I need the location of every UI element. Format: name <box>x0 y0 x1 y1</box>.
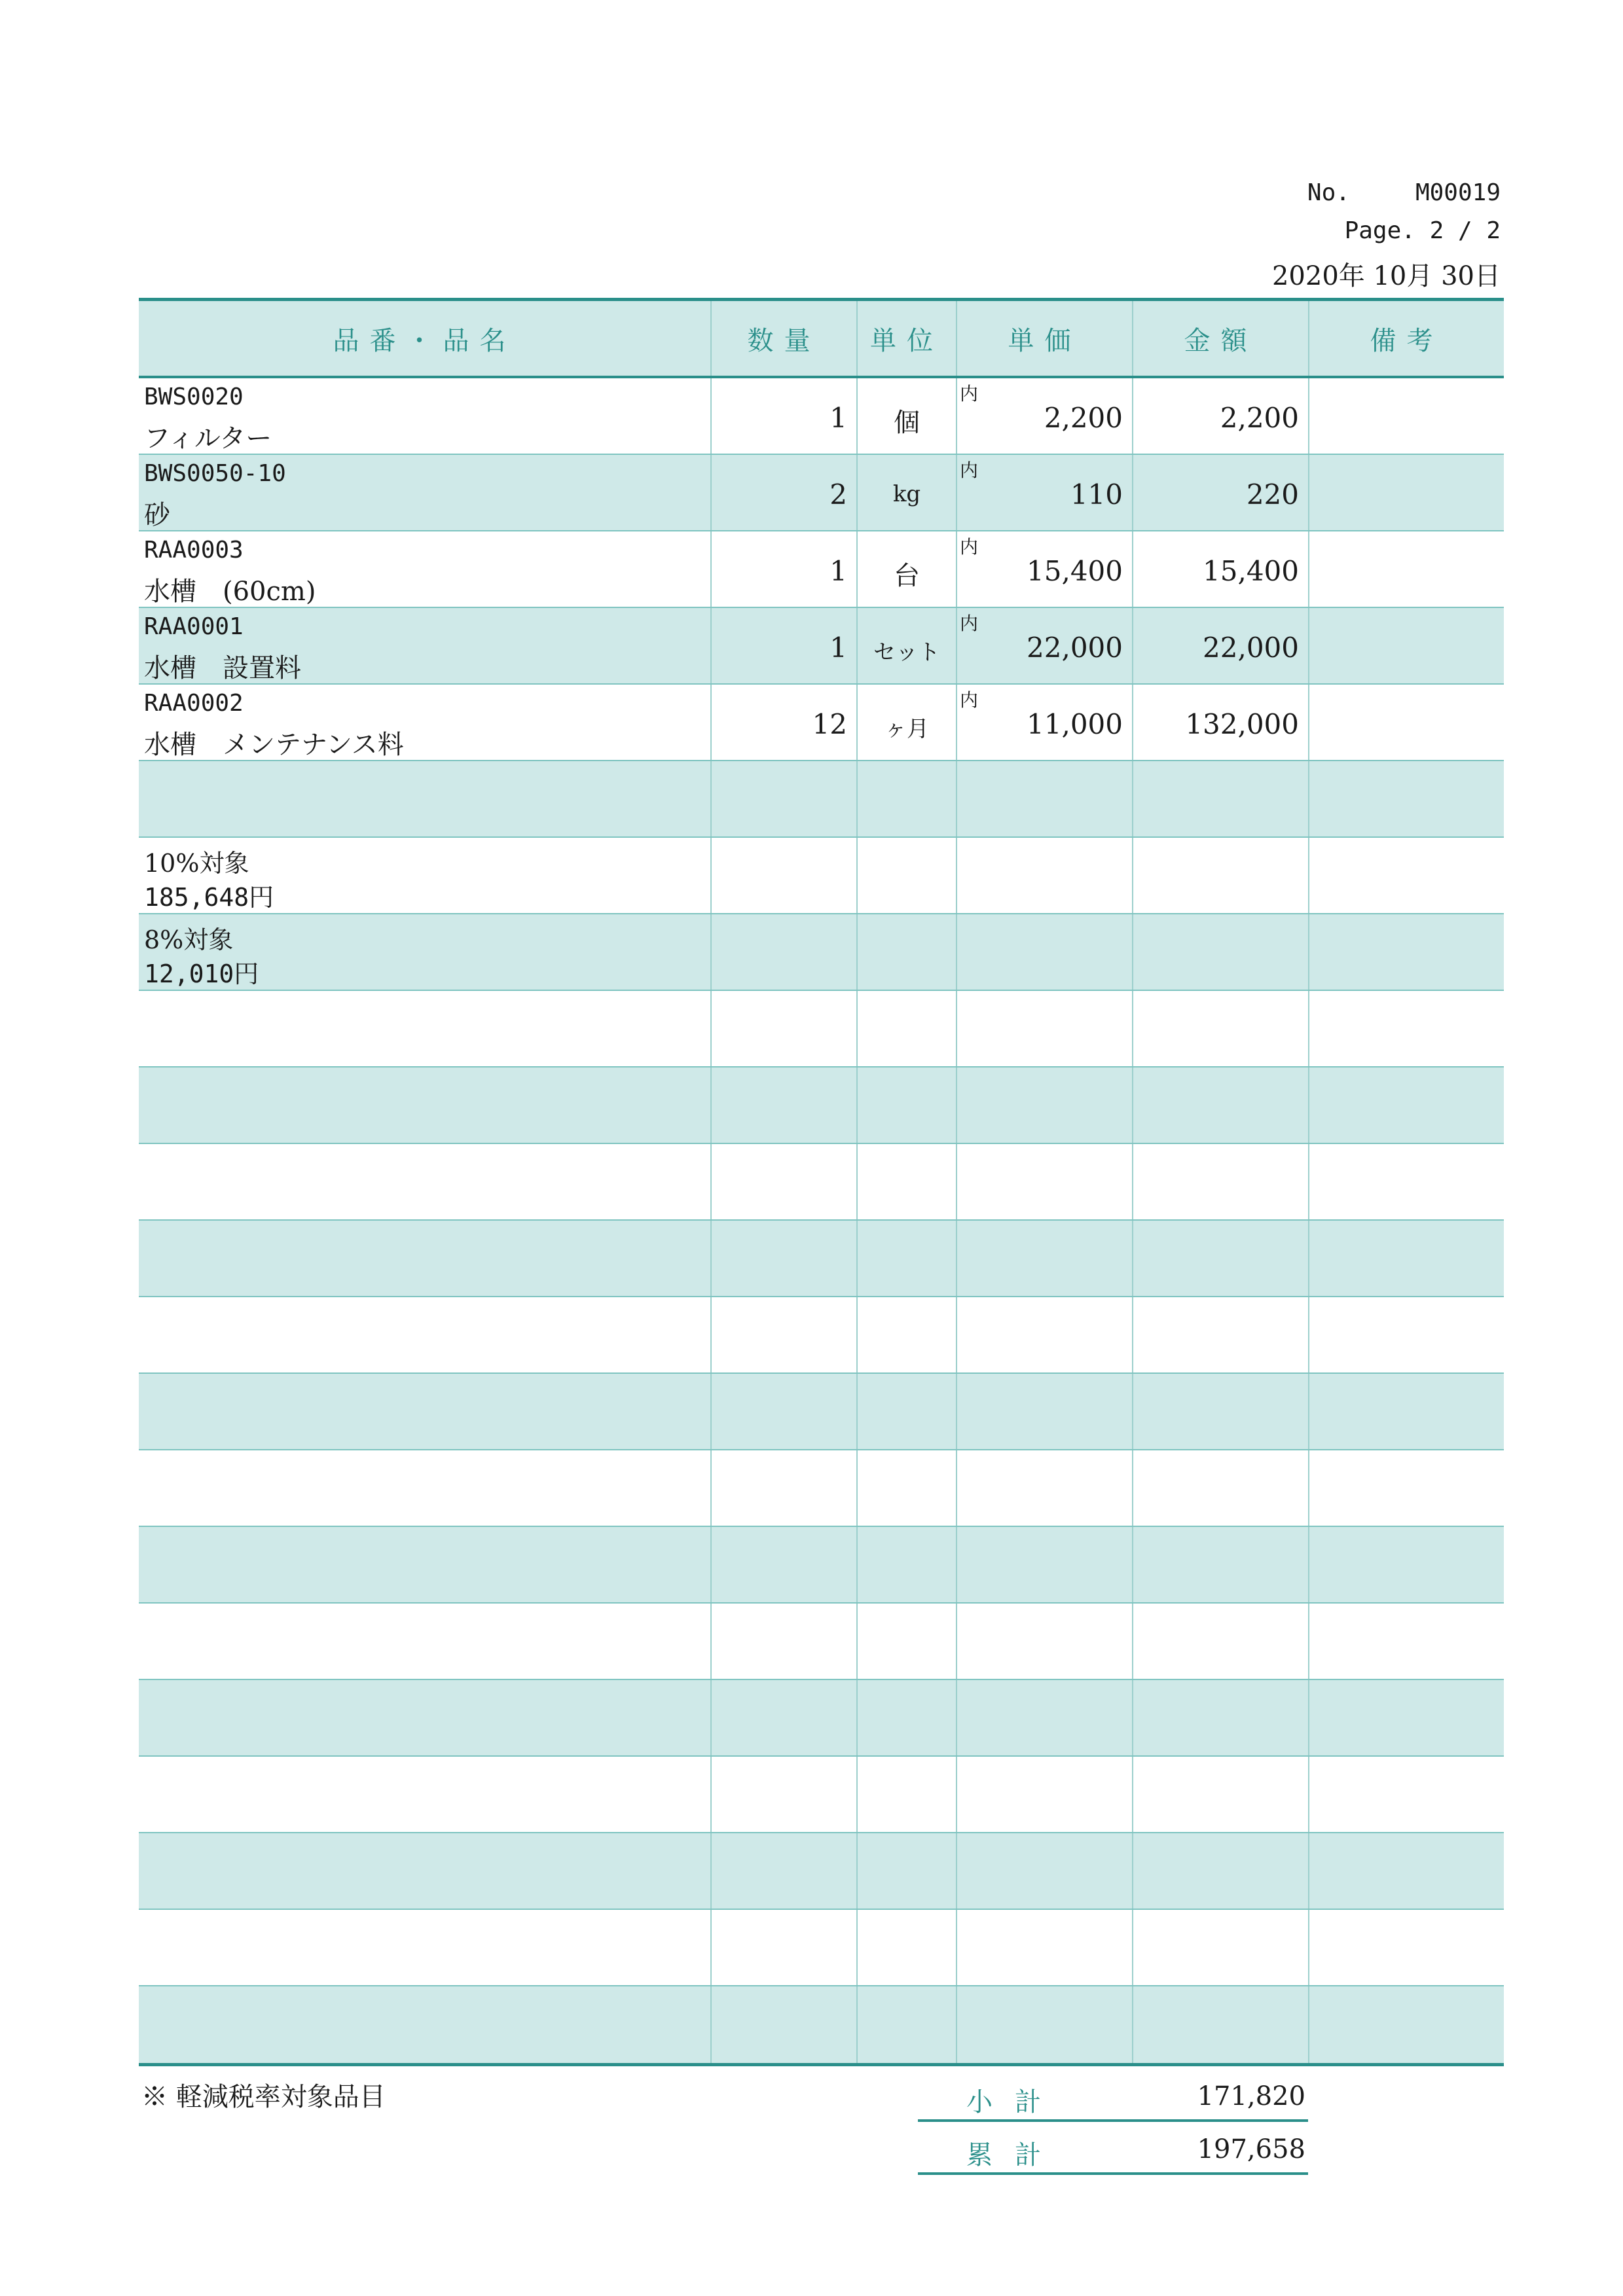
empty-row <box>139 991 1504 1067</box>
tax-included-mark: 内 <box>960 689 979 711</box>
column-header-quantity: 数量 <box>712 301 858 376</box>
tax-summary-cell <box>139 838 712 913</box>
tax-rate-value: 12,010円 <box>144 960 259 988</box>
unit-value: セット <box>873 639 940 666</box>
column-header-remarks: 備考 <box>1370 325 1444 356</box>
reduced-tax-footnote: ※ 軽減税率対象品目 <box>141 2082 386 2112</box>
table-row <box>139 531 1504 608</box>
item-code: BWS0020 <box>144 384 244 410</box>
unit-price-value: 110 <box>1070 478 1123 511</box>
table-header-row <box>139 301 1504 378</box>
amount-cell <box>1133 608 1309 683</box>
unit-value: kg <box>892 481 921 507</box>
unit-value: 台 <box>894 561 920 591</box>
unit-price-value: 15,400 <box>1027 555 1123 587</box>
empty-row <box>139 1067 1504 1144</box>
page-indicator: Page. 2 / 2 <box>1344 217 1501 244</box>
document-number <box>1307 179 1501 206</box>
column-header-item: 品番・品名 <box>139 301 712 376</box>
quantity-value: 1 <box>830 555 847 587</box>
item-name: 水槽 設置料 <box>144 653 301 683</box>
table-row <box>139 378 1504 455</box>
tax-rate-label: 10%対象 <box>144 849 249 878</box>
quantity-value: 1 <box>830 632 847 664</box>
quantity-cell <box>712 378 858 454</box>
unit-price-cell <box>957 455 1133 530</box>
item-code: RAA0002 <box>144 690 244 717</box>
empty-row <box>139 1757 1504 1833</box>
remarks-cell <box>1309 608 1504 683</box>
tax-summary-cell <box>139 914 712 990</box>
amount-value: 22,000 <box>1203 632 1299 664</box>
table-row <box>139 455 1504 531</box>
cumulative-total-row <box>918 2128 1308 2175</box>
unit-price-cell <box>957 685 1133 760</box>
item-code: BWS0050-10 <box>144 460 286 487</box>
tax-included-mark: 内 <box>960 536 979 558</box>
tax-included-mark: 内 <box>960 459 979 481</box>
item-code: RAA0001 <box>144 613 244 640</box>
empty-row <box>139 1604 1504 1680</box>
cumulative-total-value: 197,658 <box>1197 2134 1305 2164</box>
quantity-value: 12 <box>812 708 847 740</box>
item-cell <box>139 685 712 760</box>
item-cell <box>139 455 712 530</box>
empty-row <box>139 1527 1504 1604</box>
unit-cell <box>858 378 957 454</box>
amount-cell <box>1133 455 1309 530</box>
amount-cell <box>1133 531 1309 607</box>
unit-cell <box>858 531 957 607</box>
quantity-cell <box>712 531 858 607</box>
unit-price-cell <box>957 531 1133 607</box>
item-code: RAA0003 <box>144 537 244 564</box>
quantity-value: 2 <box>830 478 847 511</box>
document-number-value: M00019 <box>1415 179 1501 206</box>
item-name: 砂 <box>144 500 170 530</box>
tax-rate-label: 8%対象 <box>144 925 234 954</box>
amount-value: 220 <box>1246 478 1299 511</box>
amount-cell <box>1133 685 1309 760</box>
item-cell <box>139 531 712 607</box>
item-name: フィルター <box>144 423 272 454</box>
empty-row <box>139 1144 1504 1221</box>
amount-value: 15,400 <box>1203 555 1299 587</box>
tax-rate-value: 185,648円 <box>144 883 274 912</box>
tax-summary-row <box>139 838 1504 914</box>
unit-value: 個 <box>894 408 920 438</box>
empty-row <box>139 1833 1504 1910</box>
table-row <box>139 608 1504 685</box>
table-row <box>139 685 1504 761</box>
unit-price-cell <box>957 608 1133 683</box>
empty-row <box>139 1986 1504 2063</box>
item-cell <box>139 378 712 454</box>
remarks-cell <box>1309 378 1504 454</box>
unit-cell <box>858 608 957 683</box>
issue-date: 2020年 10月 30日 <box>1271 261 1501 291</box>
unit-price-value: 2,200 <box>1044 402 1123 434</box>
items-table <box>139 298 1504 2066</box>
unit-cell <box>858 685 957 760</box>
amount-value: 132,000 <box>1185 708 1299 740</box>
quantity-cell <box>712 685 858 760</box>
unit-value: ヶ月 <box>884 716 929 742</box>
amount-value: 2,200 <box>1220 402 1299 434</box>
subtotal-value: 171,820 <box>1197 2081 1305 2111</box>
quantity-cell <box>712 455 858 530</box>
empty-row <box>139 1374 1504 1450</box>
column-header-unit-price: 単価 <box>957 301 1133 376</box>
amount-cell <box>1133 378 1309 454</box>
subtotal-row <box>918 2075 1308 2122</box>
empty-row <box>139 1680 1504 1757</box>
empty-row <box>139 1910 1504 1986</box>
quantity-cell <box>712 608 858 683</box>
document-number-label: No. <box>1307 179 1350 206</box>
tax-included-mark: 内 <box>960 613 979 634</box>
remarks-cell <box>1309 455 1504 530</box>
unit-price-value: 22,000 <box>1027 632 1123 664</box>
item-name: 水槽 (60cm) <box>144 577 316 607</box>
cumulative-total-label: 累計 <box>966 2140 1063 2170</box>
unit-price-value: 11,000 <box>1027 708 1123 740</box>
unit-cell <box>858 455 957 530</box>
tax-included-mark: 内 <box>960 383 979 404</box>
empty-row <box>139 761 1504 838</box>
item-name: 水槽 メンテナンス料 <box>144 730 404 760</box>
subtotal-label: 小計 <box>966 2087 1063 2117</box>
unit-price-cell <box>957 378 1133 454</box>
empty-row <box>139 1221 1504 1297</box>
column-header-amount: 金額 <box>1133 301 1309 376</box>
empty-row <box>139 1450 1504 1527</box>
item-cell <box>139 608 712 683</box>
tax-summary-row <box>139 914 1504 991</box>
remarks-cell <box>1309 531 1504 607</box>
column-header-unit: 単位 <box>858 301 957 376</box>
remarks-cell <box>1309 685 1504 760</box>
quantity-value: 1 <box>830 402 847 434</box>
empty-row <box>139 1297 1504 1374</box>
